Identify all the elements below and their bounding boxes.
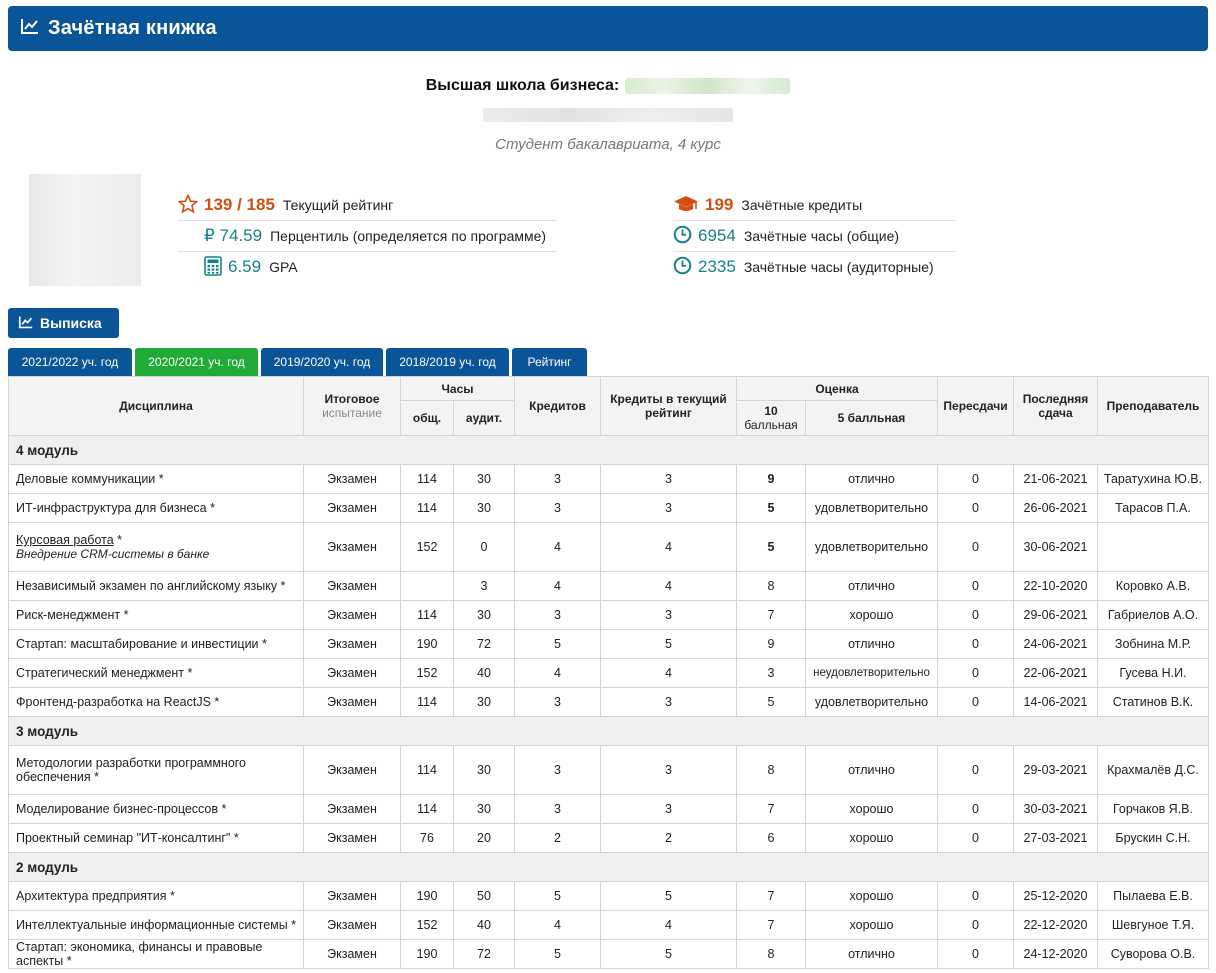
stat-credits (673, 190, 862, 220)
tab-2021-2022[interactable]: 2021/2022 уч. год (8, 348, 132, 376)
cell-hours-total: 114 (401, 465, 454, 494)
header-final-test-sub: испытание (322, 406, 382, 420)
header-hours: Часы (401, 377, 515, 401)
cell-teacher: Пылаева Е.В. (1098, 882, 1209, 911)
cell-teacher: Суворова О.В. (1098, 940, 1209, 969)
redacted-student-name (483, 108, 733, 122)
cell-credits-rating: 5 (601, 882, 737, 911)
cell-credits-rating: 3 (601, 795, 737, 824)
credits-value: 199 (705, 195, 734, 214)
cell-last-date: 30-03-2021 (1014, 795, 1098, 824)
extract-button[interactable] (8, 308, 119, 338)
module-row (9, 436, 1209, 465)
cell-credits-rating: 4 (601, 659, 737, 688)
cell-teacher: Коровко А.В. (1098, 572, 1209, 601)
rating-label: Текущий рейтинг (282, 197, 394, 213)
cell-retakes: 0 (938, 465, 1014, 494)
clock-icon (673, 225, 692, 247)
cell-credits: 4 (515, 911, 601, 940)
cell-teacher: Статинов В.К. (1098, 688, 1209, 717)
cell-grade5: отлично (806, 746, 938, 795)
table-row (9, 940, 1209, 969)
cell-hours-class: 20 (454, 824, 515, 853)
cell-discipline: Стартап: масштабирование и инвестиции * (9, 630, 304, 659)
cell-hours-class: 30 (454, 465, 515, 494)
cell-grade10: 8 (737, 572, 806, 601)
module-title: 2 модуль (9, 853, 1209, 882)
cell-grade5: хорошо (806, 601, 938, 630)
table-row (9, 882, 1209, 911)
stat-rating (178, 190, 393, 220)
cell-credits-rating: 2 (601, 824, 737, 853)
cell-credits-rating: 4 (601, 523, 737, 572)
cell-last-date: 29-03-2021 (1014, 746, 1098, 795)
cell-retakes: 0 (938, 523, 1014, 572)
cell-grade5: удовлетворительно (806, 688, 938, 717)
cell-discipline: Стартап: экономика, финансы и правовые аспекты * (9, 940, 304, 969)
header-credits-rating: Кредиты в текущий рейтинг (601, 377, 737, 436)
header-credits: Кредитов (515, 377, 601, 436)
table-row (9, 523, 1209, 572)
cell-credits-rating: 3 (601, 688, 737, 717)
cell-last-date: 27-03-2021 (1014, 824, 1098, 853)
cell-credits: 4 (515, 572, 601, 601)
cell-discipline: Проектный семинар "ИТ-консалтинг" * (9, 824, 304, 853)
cell-retakes: 0 (938, 940, 1014, 969)
cell-retakes: 0 (938, 911, 1014, 940)
cell-last-date: 21-06-2021 (1014, 465, 1098, 494)
cell-hours-class: 30 (454, 746, 515, 795)
cell-last-date: 26-06-2021 (1014, 494, 1098, 523)
cell-credits-rating: 3 (601, 494, 737, 523)
table-row (9, 494, 1209, 523)
cell-credits: 3 (515, 601, 601, 630)
cell-credits: 2 (515, 824, 601, 853)
cell-grade10: 8 (737, 746, 806, 795)
cell-hours-class: 72 (454, 630, 515, 659)
extract-button-label: Выписка (40, 315, 102, 331)
module-row (9, 853, 1209, 882)
cell-hours-total: 190 (401, 630, 454, 659)
cell-retakes: 0 (938, 882, 1014, 911)
cell-grade10: 9 (737, 465, 806, 494)
cell-final-test: Экзамен (304, 523, 401, 572)
table-row (9, 824, 1209, 853)
cell-grade10: 6 (737, 824, 806, 853)
cell-hours-total: 152 (401, 911, 454, 940)
cell-grade10: 5 (737, 494, 806, 523)
cell-last-date: 30-06-2021 (1014, 523, 1098, 572)
cell-teacher: Горчаков Я.В. (1098, 795, 1209, 824)
header-retakes: Пересдачи (938, 377, 1014, 436)
cell-last-date: 29-06-2021 (1014, 601, 1098, 630)
credits-label: Зачётные кредиты (741, 197, 863, 213)
header-grade10-label: балльная (744, 418, 798, 432)
cell-grade10: 9 (737, 630, 806, 659)
cell-hours-total: 190 (401, 940, 454, 969)
table-row (9, 688, 1209, 717)
cell-hours-total: 114 (401, 688, 454, 717)
cell-hours-total: 152 (401, 523, 454, 572)
cell-teacher: Гусева Н.И. (1098, 659, 1209, 688)
cell-credits-rating: 4 (601, 572, 737, 601)
cell-final-test: Экзамен (304, 882, 401, 911)
trend-line-icon (18, 315, 34, 332)
cell-teacher: Брускин С.Н. (1098, 824, 1209, 853)
cell-grade10: 5 (737, 523, 806, 572)
module-row (9, 717, 1209, 746)
graduation-cap-icon (673, 194, 699, 217)
discipline-suffix: * (113, 533, 122, 547)
cell-credits: 5 (515, 940, 601, 969)
stat-percentile (198, 221, 546, 251)
cell-credits: 3 (515, 465, 601, 494)
cell-hours-total: 114 (401, 746, 454, 795)
module-title: 4 модуль (9, 436, 1209, 465)
cell-discipline: Методологии разработки программного обеспечения * (9, 746, 304, 795)
cell-teacher: Таратухина Ю.В. (1098, 465, 1209, 494)
cell-retakes: 0 (938, 601, 1014, 630)
table-row (9, 746, 1209, 795)
school-line (0, 77, 1216, 95)
header-grade10-num: 10 (764, 404, 778, 418)
cell-hours-total: 190 (401, 882, 454, 911)
stat-hours-class (673, 252, 934, 282)
tab-2018-2019[interactable]: 2018/2019 уч. год (386, 348, 509, 376)
cell-discipline: Риск-менеджмент * (9, 601, 304, 630)
tab-2020-2021[interactable]: 2020/2021 уч. год (135, 348, 258, 376)
cell-hours-class: 30 (454, 688, 515, 717)
cell-credits-rating: 5 (601, 940, 737, 969)
trend-line-icon (20, 17, 40, 40)
cell-teacher: Тарасов П.А. (1098, 494, 1209, 523)
header-grade5: 5 балльная (806, 401, 938, 436)
student-type: Студент бакалавриата, 4 курс (495, 136, 721, 153)
cell-discipline: Моделирование бизнес-процессов * (9, 795, 304, 824)
star-icon (178, 194, 198, 217)
cell-credits: 3 (515, 494, 601, 523)
rating-value: 139 / 185 (204, 195, 275, 214)
cell-retakes: 0 (938, 494, 1014, 523)
cell-credits: 5 (515, 630, 601, 659)
cell-credits-rating: 3 (601, 746, 737, 795)
cell-hours-total: 114 (401, 494, 454, 523)
cell-grade10: 5 (737, 688, 806, 717)
cell-credits-rating: 3 (601, 465, 737, 494)
cell-hours-total (401, 572, 454, 601)
cell-retakes: 0 (938, 630, 1014, 659)
table-row (9, 795, 1209, 824)
page-header (8, 6, 1208, 51)
gpa-label: GPA (269, 259, 298, 275)
cell-grade5: хорошо (806, 911, 938, 940)
cell-final-test: Экзамен (304, 795, 401, 824)
cell-grade10: 3 (737, 659, 806, 688)
cell-grade5: удовлетворительно (806, 494, 938, 523)
cell-last-date: 22-10-2020 (1014, 572, 1098, 601)
cell-final-test: Экзамен (304, 572, 401, 601)
table-row (9, 601, 1209, 630)
cell-credits: 3 (515, 688, 601, 717)
header-hours-total: общ. (401, 401, 454, 436)
cell-final-test: Экзамен (304, 465, 401, 494)
cell-retakes: 0 (938, 659, 1014, 688)
percentile-label: Перцентиль (определяется по программе) (270, 228, 547, 244)
cell-grade5: удовлетворительно (806, 523, 938, 572)
cell-final-test: Экзамен (304, 659, 401, 688)
cell-last-date: 22-12-2020 (1014, 911, 1098, 940)
course-work-link[interactable]: Курсовая работа (16, 533, 114, 547)
cell-grade5: отлично (806, 940, 938, 969)
stat-gpa (204, 252, 298, 282)
cell-credits-rating: 4 (601, 911, 737, 940)
cell-teacher: Шевгуное Т.Я. (1098, 911, 1209, 940)
cell-credits: 3 (515, 795, 601, 824)
tab-2019-2020[interactable]: 2019/2020 уч. год (261, 348, 383, 376)
cell-retakes: 0 (938, 795, 1014, 824)
cell-discipline (9, 523, 304, 572)
cell-credits-rating: 3 (601, 601, 737, 630)
cell-discipline: Интеллектуальные информационные системы * (9, 911, 304, 940)
percentile-value: ₽ 74.59 (204, 226, 263, 245)
school-label: Высшая школа бизнеса: (425, 77, 620, 94)
cell-teacher: Зобнина М.Р. (1098, 630, 1209, 659)
grades-table (8, 376, 1209, 969)
cell-last-date: 24-12-2020 (1014, 940, 1098, 969)
cell-credits: 5 (515, 882, 601, 911)
cell-grade10: 8 (737, 940, 806, 969)
page-title: Зачётная книжка (48, 17, 217, 39)
cell-teacher: Крахмалёв Д.С. (1098, 746, 1209, 795)
cell-final-test: Экзамен (304, 940, 401, 969)
cell-hours-class: 30 (454, 601, 515, 630)
table-row (9, 465, 1209, 494)
cell-grade10: 7 (737, 795, 806, 824)
cell-hours-class: 40 (454, 659, 515, 688)
course-work-topic: Внедрение CRM-системы в банке (16, 547, 210, 561)
cell-discipline: ИТ-инфраструктура для бизнеса * (9, 494, 304, 523)
header-last-date: Последняя сдача (1014, 377, 1098, 436)
table-row (9, 572, 1209, 601)
cell-hours-class: 0 (454, 523, 515, 572)
header-grade: Оценка (737, 377, 938, 401)
cell-hours-class: 72 (454, 940, 515, 969)
avatar (29, 174, 141, 286)
hours-class-value: 2335 (698, 257, 736, 276)
tab-rating[interactable]: Рейтинг (512, 348, 587, 376)
cell-grade5: отлично (806, 465, 938, 494)
cell-grade10: 7 (737, 882, 806, 911)
cell-grade5: хорошо (806, 795, 938, 824)
cell-teacher (1098, 523, 1209, 572)
cell-discipline: Фронтенд-разработка на ReactJS * (9, 688, 304, 717)
cell-grade10: 7 (737, 911, 806, 940)
header-teacher: Преподаватель (1098, 377, 1209, 436)
cell-hours-class: 30 (454, 494, 515, 523)
table-row (9, 911, 1209, 940)
cell-last-date: 14-06-2021 (1014, 688, 1098, 717)
cell-discipline: Стратегический менеджмент * (9, 659, 304, 688)
cell-grade5: хорошо (806, 824, 938, 853)
cell-grade5: отлично (806, 572, 938, 601)
module-title: 3 модуль (9, 717, 1209, 746)
cell-last-date: 22-06-2021 (1014, 659, 1098, 688)
cell-discipline: Независимый экзамен по английскому языку * (9, 572, 304, 601)
stat-hours-total (673, 221, 899, 251)
gpa-value: 6.59 (228, 257, 262, 276)
header-grade10 (737, 401, 806, 436)
cell-final-test: Экзамен (304, 494, 401, 523)
cell-last-date: 24-06-2021 (1014, 630, 1098, 659)
cell-hours-class: 50 (454, 882, 515, 911)
cell-credits: 4 (515, 659, 601, 688)
table-row (9, 630, 1209, 659)
cell-final-test: Экзамен (304, 911, 401, 940)
cell-discipline: Деловые коммуникации * (9, 465, 304, 494)
cell-final-test: Экзамен (304, 746, 401, 795)
header-discipline: Дисциплина (9, 377, 304, 436)
cell-hours-total: 76 (401, 824, 454, 853)
cell-final-test: Экзамен (304, 688, 401, 717)
cell-discipline: Архитектура предприятия * (9, 882, 304, 911)
cell-hours-total: 152 (401, 659, 454, 688)
redacted-school-name (625, 78, 790, 94)
clock-icon (673, 256, 692, 278)
hours-class-label: Зачётные часы (аудиторные) (743, 259, 934, 275)
hours-total-value: 6954 (698, 226, 736, 245)
cell-retakes: 0 (938, 746, 1014, 795)
cell-teacher: Габриелов А.О. (1098, 601, 1209, 630)
cell-grade10: 7 (737, 601, 806, 630)
cell-retakes: 0 (938, 572, 1014, 601)
cell-grade5: отлично (806, 630, 938, 659)
calculator-icon (204, 256, 222, 279)
cell-hours-class: 3 (454, 572, 515, 601)
cell-credits: 3 (515, 746, 601, 795)
cell-grade5: хорошо (806, 882, 938, 911)
cell-credits-rating: 5 (601, 630, 737, 659)
cell-hours-class: 40 (454, 911, 515, 940)
cell-hours-total: 114 (401, 601, 454, 630)
cell-final-test: Экзамен (304, 824, 401, 853)
cell-retakes: 0 (938, 688, 1014, 717)
cell-credits: 4 (515, 523, 601, 572)
cell-hours-class: 30 (454, 795, 515, 824)
header-final-test (304, 377, 401, 436)
cell-final-test: Экзамен (304, 630, 401, 659)
hours-total-label: Зачётные часы (общие) (743, 228, 900, 244)
year-tabs (8, 348, 590, 376)
header-hours-class: аудит. (454, 401, 515, 436)
cell-retakes: 0 (938, 824, 1014, 853)
cell-final-test: Экзамен (304, 601, 401, 630)
cell-last-date: 25-12-2020 (1014, 882, 1098, 911)
table-row (9, 659, 1209, 688)
cell-hours-total: 114 (401, 795, 454, 824)
header-final-test-label: Итоговое (324, 392, 380, 406)
cell-grade5: неудовлетворительно (806, 659, 938, 688)
